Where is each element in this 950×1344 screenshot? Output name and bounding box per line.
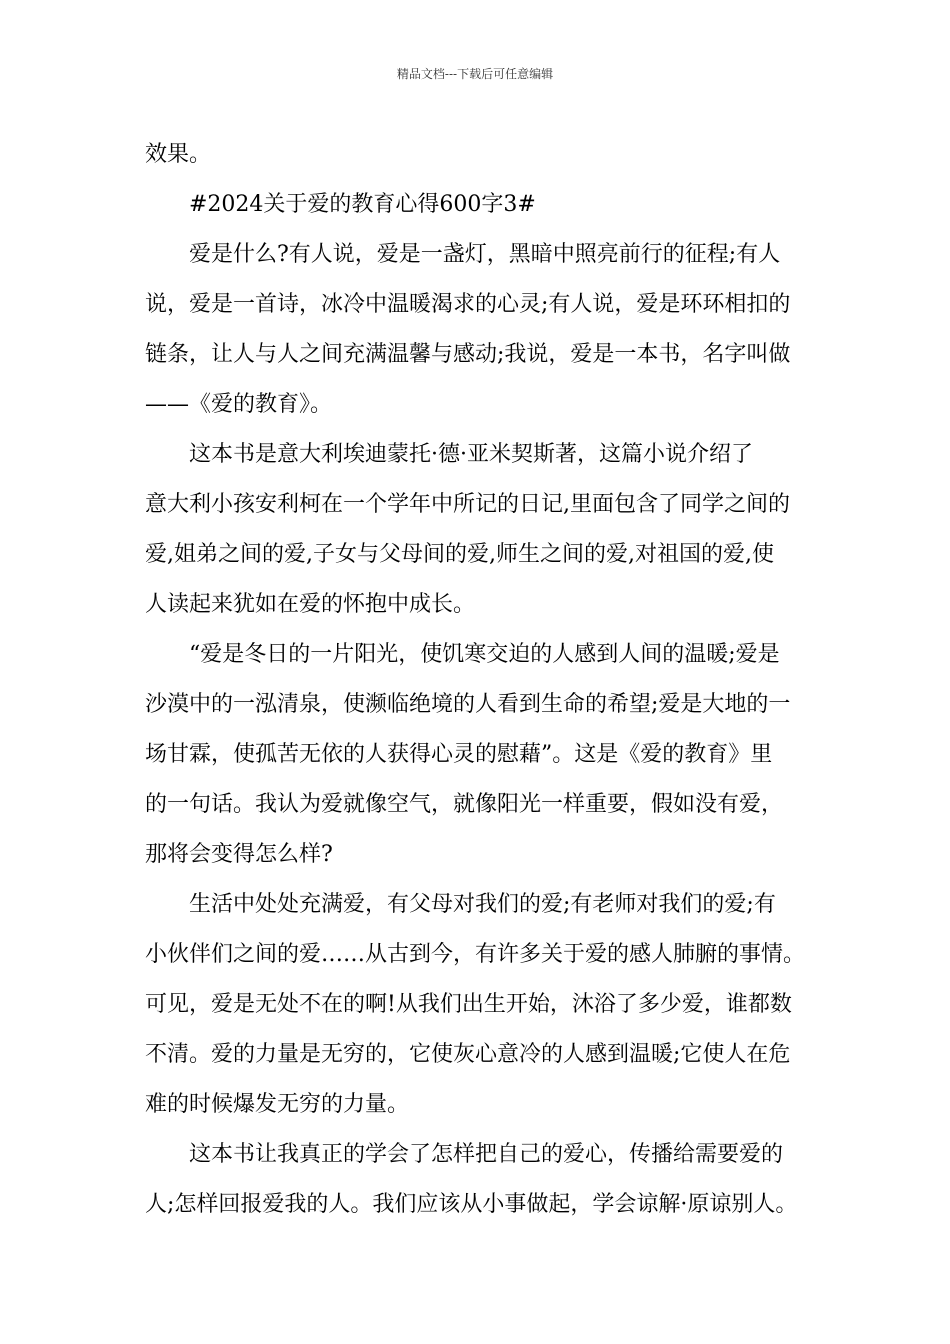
text-line: 爱,姐弟之间的爱,子女与父母间的爱,师生之间的爱,对祖国的爱,使 <box>145 542 774 567</box>
text-line: 那将会变得怎么样? <box>145 842 333 867</box>
text-line: 可见，爱是无处不在的啊!从我们出生开始，沐浴了多少爱，谁都数 <box>145 992 792 1017</box>
text-line: 的一句话。我认为爱就像空气，就像阳光一样重要，假如没有爱， <box>145 792 784 817</box>
text-line: “爱是冬日的一片阳光，使饥寒交迫的人感到人间的温暖;爱是 <box>189 642 780 667</box>
text-line: 效果。 <box>145 142 212 167</box>
section-heading: #2024关于爱的教育心得600字3# <box>189 192 536 217</box>
text-line: 人;怎样回报爱我的人。我们应该从小事做起，学会谅解·原谅别人。 <box>145 1192 798 1217</box>
text-line: 意大利小孩安利柯在一个学年中所记的日记,里面包含了同学之间的 <box>145 492 790 517</box>
page-header: 精品文档---下载后可任意编辑 <box>396 67 554 81</box>
text-line: 链条，让人与人之间充满温馨与感动;我说，爱是一本书，名字叫做 <box>145 342 791 367</box>
text-line: 人读起来犹如在爱的怀抱中成长。 <box>145 592 476 617</box>
text-line: 这本书是意大利埃迪蒙托·德·亚米契斯著，这篇小说介绍了 <box>189 442 753 467</box>
text-line: 说，爱是一首诗，冰冷中温暖渴求的心灵;有人说，爱是环环相扣的 <box>145 292 791 317</box>
text-line: 沙漠中的一泓清泉，使濒临绝境的人看到生命的希望;爱是大地的一 <box>145 692 791 717</box>
text-line: ——《爱的教育》。 <box>145 392 333 417</box>
text-line: 爱是什么?有人说，爱是一盏灯，黑暗中照亮前行的征程;有人 <box>189 242 781 267</box>
text-line: 场甘霖，使孤苦无依的人获得心灵的慰藉”。这是《爱的教育》里 <box>145 742 773 767</box>
text-line: 小伙伴们之间的爱……从古到今，有许多关于爱的感人肺腑的事情。 <box>145 942 806 967</box>
document-body <box>145 130 825 1230</box>
text-line: 生活中处处充满爱，有父母对我们的爱;有老师对我们的爱;有 <box>189 892 776 917</box>
text-line: 难的时候爆发无穷的力量。 <box>145 1092 410 1117</box>
text-line: 这本书让我真正的学会了怎样把自己的爱心，传播给需要爱的 <box>189 1142 784 1167</box>
text-line: 不清。爱的力量是无穷的，它使灰心意冷的人感到温暖;它使人在危 <box>145 1042 791 1067</box>
